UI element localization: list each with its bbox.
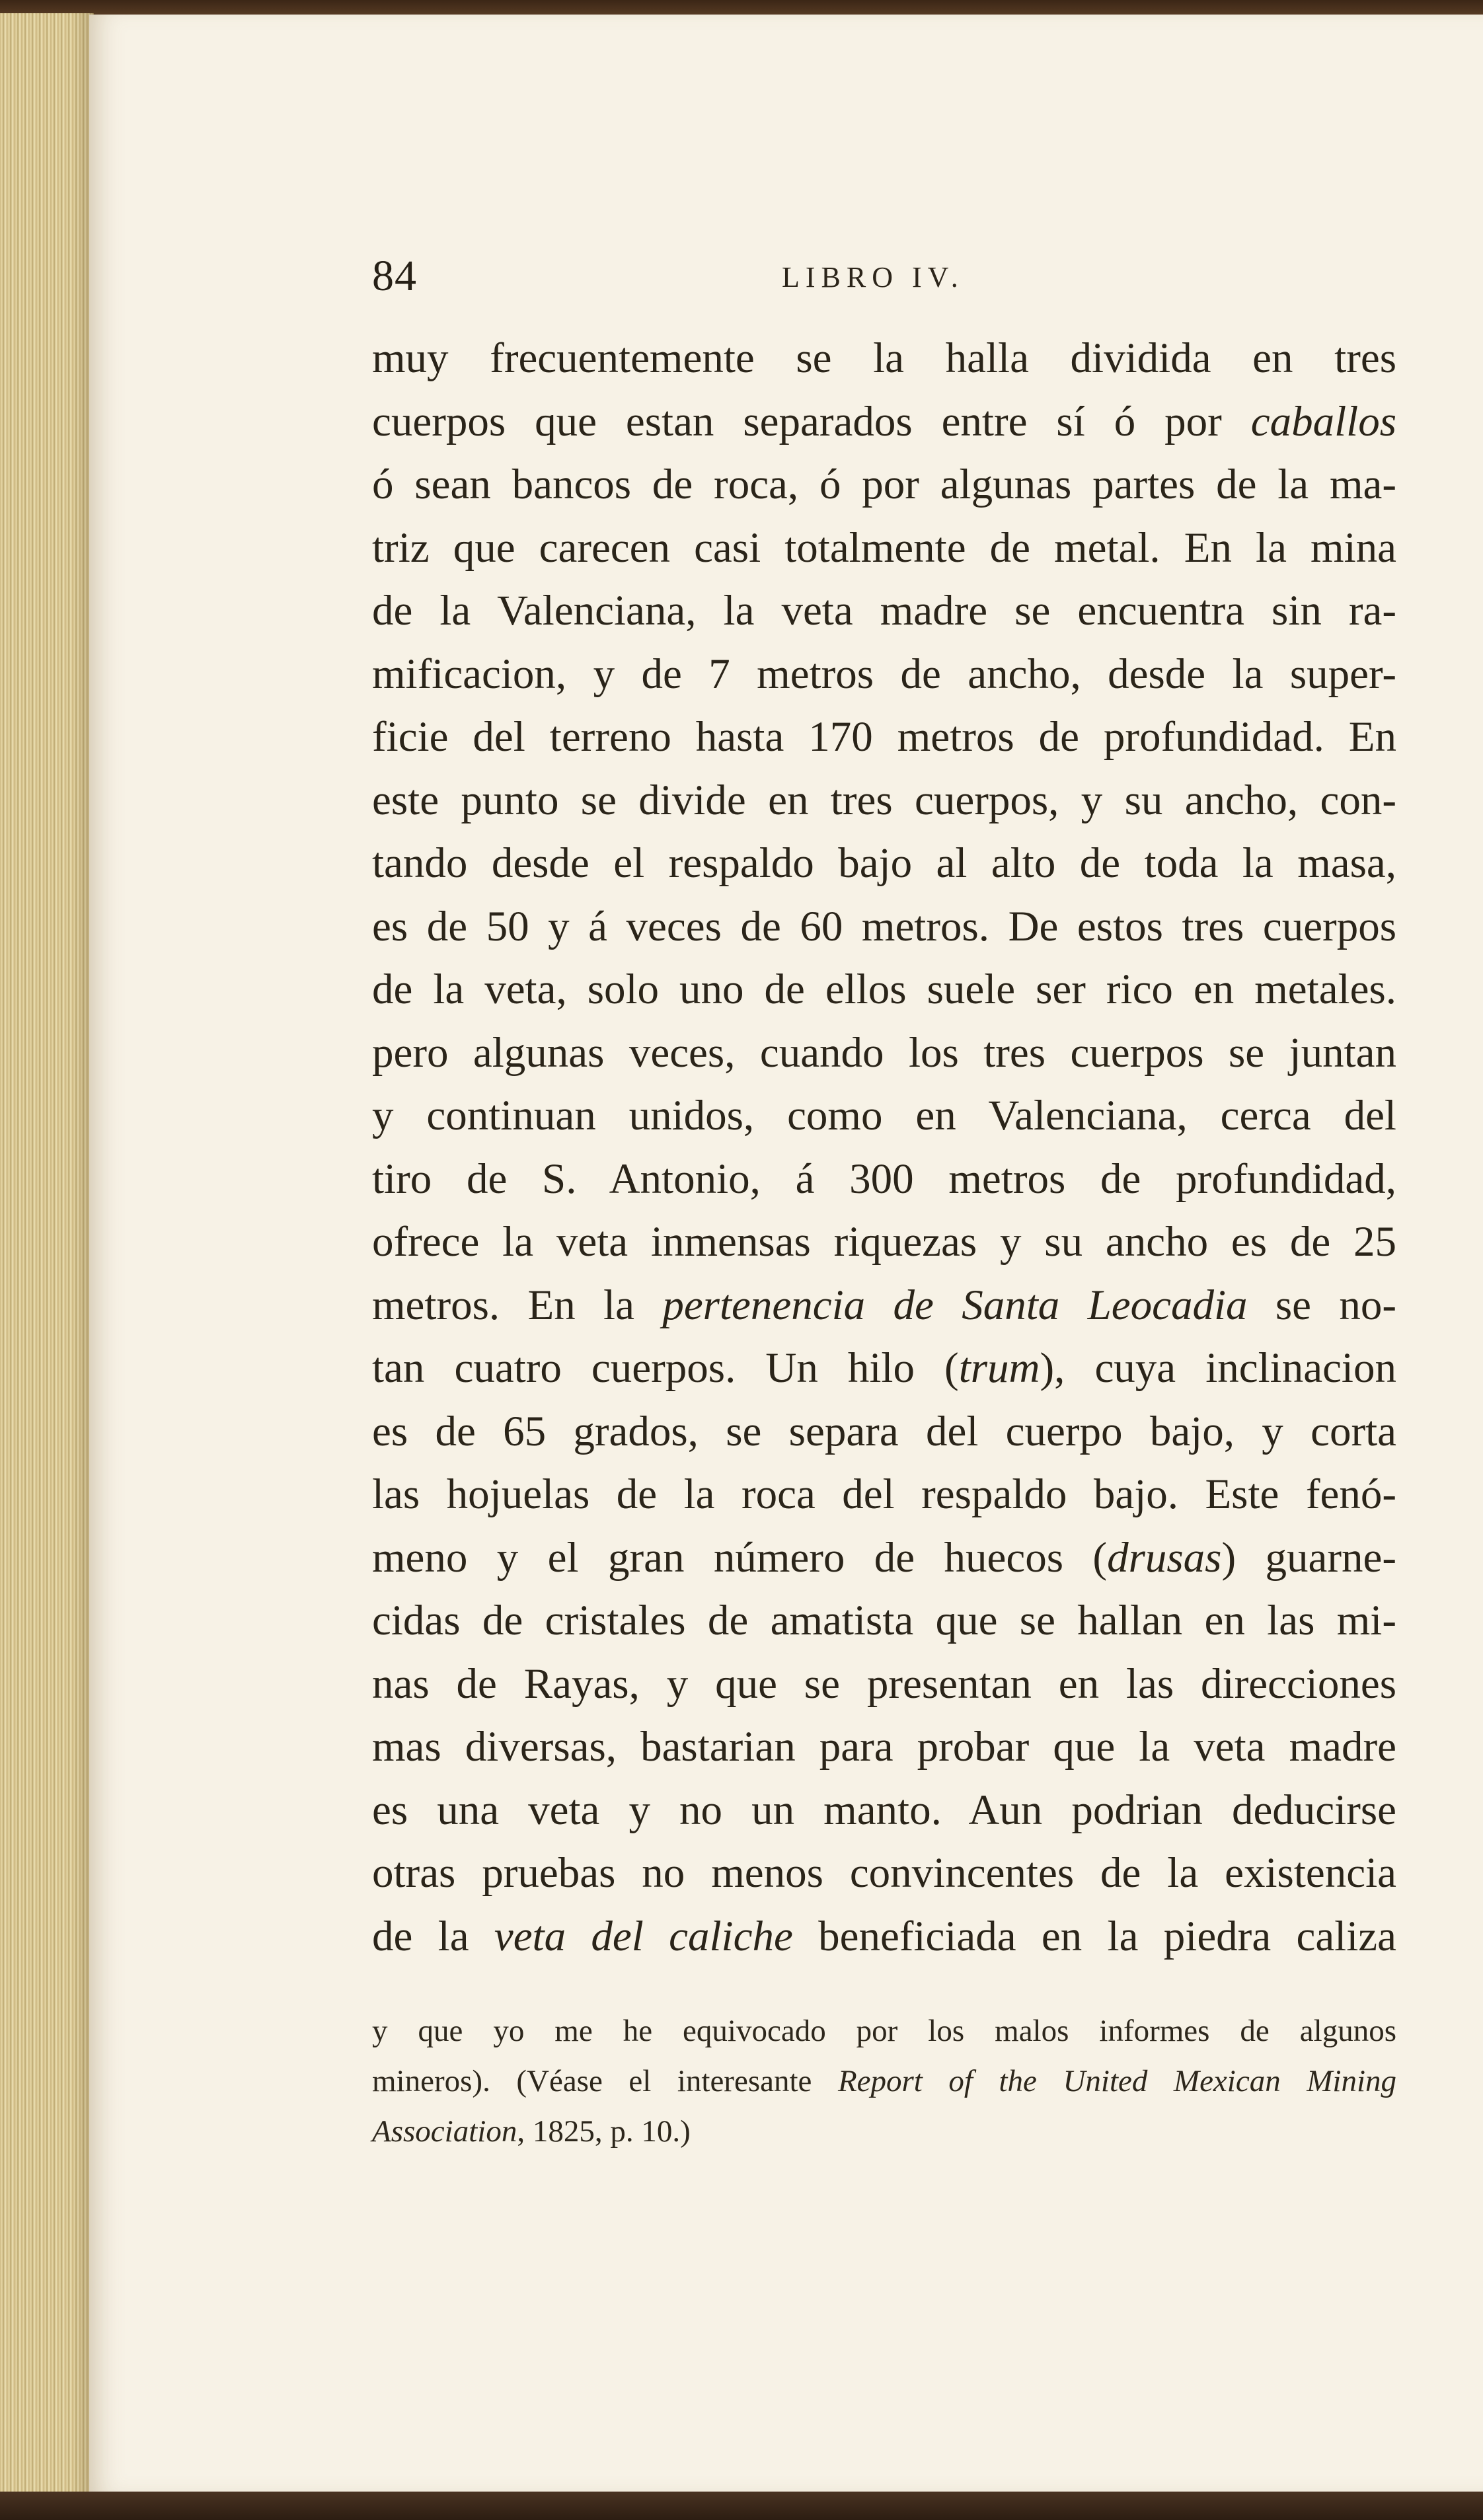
text-line	[372, 896, 1396, 959]
footnote-line	[372, 2106, 1396, 2157]
text-segment: nas de Rayas, y que se presentan en las direcciones	[372, 1660, 1396, 1708]
text-segment: es de 50 y á veces de 60 metros. De estos tres cuerpos	[372, 902, 1396, 950]
text-line	[372, 1779, 1396, 1843]
text-line	[372, 1274, 1396, 1338]
text-line	[372, 327, 1396, 391]
footnote	[372, 2006, 1396, 2157]
text-segment: metros. En la	[372, 1281, 663, 1329]
text-line	[372, 1211, 1396, 1274]
running-head: LIBRO IV.	[782, 261, 964, 293]
italic-text: Association	[372, 2114, 517, 2149]
text-line	[372, 958, 1396, 1022]
text-segment: otras pruebas no menos convincentes de la existencia	[372, 1849, 1396, 1897]
text-segment: mas diversas, bastarian para probar que la veta madre	[372, 1723, 1396, 1771]
page-number: 84	[372, 252, 417, 300]
text-segment: se no-	[1247, 1281, 1397, 1329]
text-segment: cidas de cristales de amatista que se hallan en las mi-	[372, 1597, 1396, 1644]
text-line	[372, 1589, 1396, 1653]
text-line	[372, 769, 1396, 833]
italic-text: veta del caliche	[494, 1912, 793, 1960]
text-line	[372, 1400, 1396, 1464]
book-cover-bottom	[0, 2492, 1483, 2520]
text-line	[372, 391, 1396, 454]
text-segment: cuerpos que estan separados entre sí ó por	[372, 397, 1251, 445]
text-segment: pero algunas veces, cuando los tres cuerpos se juntan	[372, 1028, 1396, 1077]
text-segment: de la veta, solo uno de ellos suele ser rico en metales.	[372, 966, 1396, 1013]
text-segment: de la	[372, 1912, 494, 1960]
footnote-line	[372, 2006, 1396, 2056]
text-line	[372, 517, 1396, 580]
text-segment: mificacion, y de 7 metros de ancho, desde la super-	[372, 650, 1396, 698]
text-line	[372, 1716, 1396, 1779]
text-segment: mineros). (Véase el interesante	[372, 2064, 838, 2098]
text-segment: es una veta y no un manto. Aun podrian deducirse	[372, 1786, 1396, 1834]
text-line	[372, 1905, 1396, 1969]
italic-text: drusas	[1107, 1533, 1222, 1582]
italic-text: pertenencia de Santa Leocadia	[662, 1281, 1248, 1329]
text-segment: ó sean bancos de roca, ó por algunas partes de la ma-	[372, 461, 1396, 508]
text-segment: de la Valenciana, la veta madre se encuentra sin ra-	[372, 587, 1396, 634]
text-line	[372, 1148, 1396, 1211]
text-segment: es de 65 grados, se separa del cuerpo bajo, y corta	[372, 1407, 1396, 1455]
text-line	[372, 1085, 1396, 1148]
text-line	[372, 1842, 1396, 1905]
text-line	[372, 1527, 1396, 1590]
text-segment: triz que carecen casi totalmente de metal. En la mina	[372, 523, 1396, 572]
text-line	[372, 1022, 1396, 1085]
text-segment: tiro de S. Antonio, á 300 metros de profundidad,	[372, 1155, 1396, 1203]
text-segment: tan cuatro cuerpos. Un hilo (	[372, 1344, 959, 1392]
text-segment: las hojuelas de la roca del respaldo bajo. Este fenó-	[372, 1470, 1396, 1518]
text-line	[372, 706, 1396, 769]
text-segment: beneficiada en la piedra caliza	[792, 1912, 1396, 1960]
text-segment: ) guarne-	[1221, 1533, 1396, 1582]
text-segment: tando desde el respaldo bajo al alto de toda la masa,	[372, 839, 1396, 887]
text-segment: y continuan unidos, como en Valenciana, cerca del	[372, 1092, 1396, 1139]
text-line	[372, 1337, 1396, 1400]
text-line	[372, 453, 1396, 517]
text-line	[372, 643, 1396, 706]
page-header	[372, 251, 1396, 311]
text-segment: este punto se divide en tres cuerpos, y su ancho, con-	[372, 776, 1396, 824]
text-line	[372, 832, 1396, 896]
text-line	[372, 1463, 1396, 1527]
footnote-line	[372, 2056, 1396, 2106]
text-segment: muy frecuentemente se la halla dividida en tres	[372, 334, 1396, 382]
text-segment: y que yo me he equivocado por los malos informes de algunos	[372, 2014, 1396, 2048]
italic-text: Report of the United Mexican Mining	[837, 2064, 1397, 2098]
text-segment: , 1825, p. 10.)	[517, 2114, 691, 2149]
text-segment: ficie del terreno hasta 170 metros de profundidad. En	[372, 713, 1396, 761]
italic-text: caballos	[1250, 397, 1396, 445]
text-line	[372, 580, 1396, 643]
text-segment: ), cuya inclinacion	[1040, 1344, 1396, 1392]
italic-text: trum	[958, 1344, 1040, 1392]
body-text	[372, 327, 1396, 1968]
text-segment: ofrece la veta inmensas riquezas y su ancho es de 25	[372, 1218, 1396, 1266]
text-line	[372, 1653, 1396, 1716]
page-edges	[0, 13, 94, 2498]
text-segment: meno y el gran número de huecos (	[372, 1533, 1108, 1582]
